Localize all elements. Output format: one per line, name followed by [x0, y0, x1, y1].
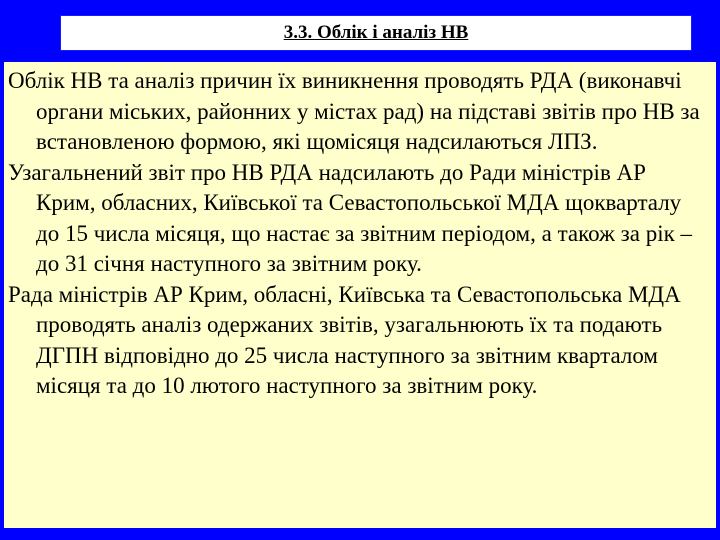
paragraph-accounting: Облік НВ та аналіз причин їх виникнення проводять РДА (виконавчі органи міських, районних у містах рад) на підставі звітів про НВ за встановленою формою, які щомісяця надсилаються ЛПЗ.	[8, 68, 700, 154]
paragraph-analysis: Рада міністрів АР Крим, обласні, Київська та Севастопольська МДА проводять аналіз одержаних звітів, узагальнюють їх та подають ДГПН відповідно до 25 числа наступного за звітним кварталом місяця та до 10 лютого наступного за звітним року.	[8, 281, 681, 398]
title-bar	[0, 0, 720, 62]
slide-content	[8, 66, 710, 402]
slide-title: 3.3. Облік і аналіз НВ	[283, 22, 469, 43]
paragraph-summary-report: Узагальнений звіт про НВ РДА надсилають до Ради міністрів АР Крим, обласних, Київської та Севастопольської МДА щокварталу до 15 числа місяця, що настає за звітним періодом, а також за рік – до 31 січня наступного за звітним року.	[8, 159, 693, 276]
title-box	[60, 15, 692, 51]
